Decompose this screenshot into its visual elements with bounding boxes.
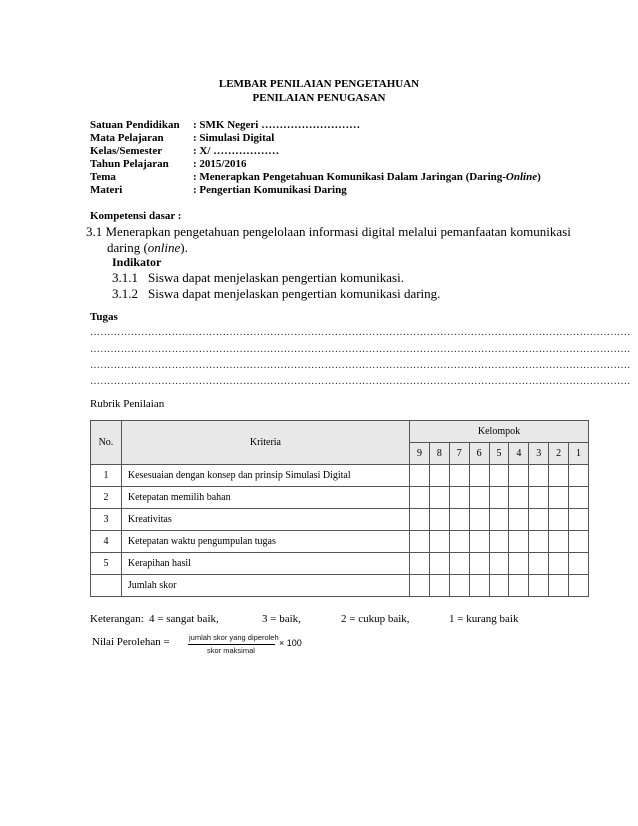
row-number: 5 [91,553,122,575]
tugas-answer-line: …………………………………………………………………………………………………………………………………………… [90,344,631,355]
score-cell [489,509,509,531]
indikator-heading: Indikator [112,255,162,269]
rubrik-header-row [91,421,589,443]
column-header-kelompok: Kelompok [410,421,589,443]
score-cell [429,487,449,509]
table-row [91,531,589,553]
info-label-kelas: Kelas/Semester [90,145,163,157]
tugas-answer-line: …………………………………………………………………………………………………………………………………………… [90,360,631,371]
row-number [91,575,122,597]
score-cell [410,531,430,553]
score-cell [489,487,509,509]
kompetensi-heading: Kompetensi dasar : [90,210,182,222]
info-value-materi: : Pengertian Komunikasi Daring [193,184,347,196]
table-row [91,553,589,575]
score-cell [429,531,449,553]
keterangan-item: 3 = baik, [262,613,301,625]
info-label-satuan: Satuan Pendidikan [90,119,180,131]
score-cell [489,531,509,553]
row-kriteria: Kesesuaian dengan konsep dan prinsip Simulasi Digital [121,465,409,487]
kelompok-number: 2 [549,443,569,465]
score-cell [469,465,489,487]
score-cell [489,465,509,487]
score-cell [569,509,589,531]
score-cell [469,553,489,575]
score-cell [549,531,569,553]
score-cell [429,575,449,597]
tema-italic: Online [505,171,538,183]
info-value-tahun: : 2015/2016 [193,158,247,170]
score-cell [549,509,569,531]
score-cell [449,509,469,531]
kelompok-number: 4 [509,443,529,465]
score-cell [529,531,549,553]
score-cell [529,575,549,597]
info-value-satuan: : SMK Negeri ……………………… [193,119,361,131]
rubrik-title: Rubrik Penilaian [90,398,165,410]
formula-multiplier: × 100 [279,638,302,648]
info-value-mapel: : Simulasi Digital [193,132,275,144]
kelompok-number: 3 [529,443,549,465]
row-kriteria: Kerapihan hasil [121,553,409,575]
kd-line-2 [107,240,188,256]
table-row [91,575,589,597]
kd-line-2-italic: online [147,240,181,255]
score-cell [469,531,489,553]
score-cell [469,575,489,597]
score-cell [410,575,430,597]
nilai-formula [185,632,305,656]
score-cell [509,487,529,509]
tugas-answer-line: …………………………………………………………………………………………………………………………………………… [90,327,631,338]
table-row [91,487,589,509]
score-cell [549,465,569,487]
score-cell [429,553,449,575]
score-cell [449,575,469,597]
kd-line-2-suffix: ). [180,240,188,255]
table-row [91,465,589,487]
row-kriteria: Jumlah skor [121,575,409,597]
kelompok-number: 5 [489,443,509,465]
document-title: LEMBAR PENILAIAN PENGETAHUAN [218,78,420,90]
row-number: 2 [91,487,122,509]
indikator-text: Siswa dapat menjelaskan pengertian komunikasi daring. [148,286,441,301]
score-cell [529,487,549,509]
score-cell [509,465,529,487]
indikator-number: 3.1.1 [112,270,138,285]
score-cell [509,531,529,553]
score-cell [509,509,529,531]
score-cell [549,575,569,597]
score-cell [449,465,469,487]
score-cell [410,509,430,531]
score-cell [449,531,469,553]
keterangan-item: 1 = kurang baik [449,613,519,625]
score-cell [429,465,449,487]
score-cell [469,487,489,509]
score-cell [410,553,430,575]
info-label-tahun: Tahun Pelajaran [90,158,169,170]
table-row [91,509,589,531]
document-subtitle: PENILAIAN PENUGASAN [252,92,386,104]
score-cell [569,531,589,553]
score-cell [529,509,549,531]
score-cell [569,575,589,597]
row-kriteria: Kreativitas [121,509,409,531]
fraction-bar [188,644,275,645]
score-cell [469,509,489,531]
kelompok-number: 8 [429,443,449,465]
formula-numerator: jumlah skor yang diperoleh [189,633,279,642]
nilai-label: Nilai Perolehan = [92,636,170,648]
score-cell [410,465,430,487]
indikator-number: 3.1.2 [112,286,138,301]
info-value-kelas: : X/ ……………… [193,145,280,157]
rubrik-body [91,465,589,597]
column-header-kriteria: Kriteria [121,421,409,465]
kd-line-2-text: daring ( [107,240,148,255]
score-cell [410,487,430,509]
score-cell [509,553,529,575]
score-cell [449,487,469,509]
score-cell [529,465,549,487]
score-cell [549,553,569,575]
row-number: 4 [91,531,122,553]
score-cell [569,487,589,509]
row-number: 3 [91,509,122,531]
score-cell [569,553,589,575]
tugas-answer-line: …………………………………………………………………………………………………………………………………………… [90,376,631,387]
kd-line-1: 3.1 Menerapkan pengetahuan pengelolaan informasi digital melalui pemanfaatan komunikasi [86,224,571,239]
score-cell [489,553,509,575]
formula-denominator: skor maksimal [207,646,255,655]
kelompok-number: 1 [569,443,589,465]
row-kriteria: Ketepatan memilih bahan [121,487,409,509]
score-cell [529,553,549,575]
keterangan-item: 2 = cukup baik, [341,613,410,625]
column-header-no: No. [91,421,122,465]
tema-text: : Menerapkan Pengetahuan Komunikasi Dalam Jaringan (Daring- [193,171,506,183]
score-cell [549,487,569,509]
score-cell [429,509,449,531]
keterangan-label: Keterangan: [90,613,144,625]
kelompok-number: 7 [449,443,469,465]
kelompok-number: 9 [410,443,430,465]
score-cell [449,553,469,575]
score-cell [509,575,529,597]
tugas-heading: Tugas [90,311,118,323]
score-cell [569,465,589,487]
rubrik-table [90,420,589,597]
info-label-mapel: Mata Pelajaran [90,132,164,144]
keterangan-item: 4 = sangat baik, [149,613,219,625]
score-cell [489,575,509,597]
tema-suffix: ) [537,171,541,183]
row-kriteria: Ketepatan waktu pengumpulan tugas [121,531,409,553]
info-label-tema: Tema [90,171,116,183]
info-label-materi: Materi [90,184,123,196]
row-number: 1 [91,465,122,487]
kelompok-number: 6 [469,443,489,465]
indikator-text: Siswa dapat menjelaskan pengertian komunikasi. [148,270,404,285]
info-value-tema [193,171,541,183]
